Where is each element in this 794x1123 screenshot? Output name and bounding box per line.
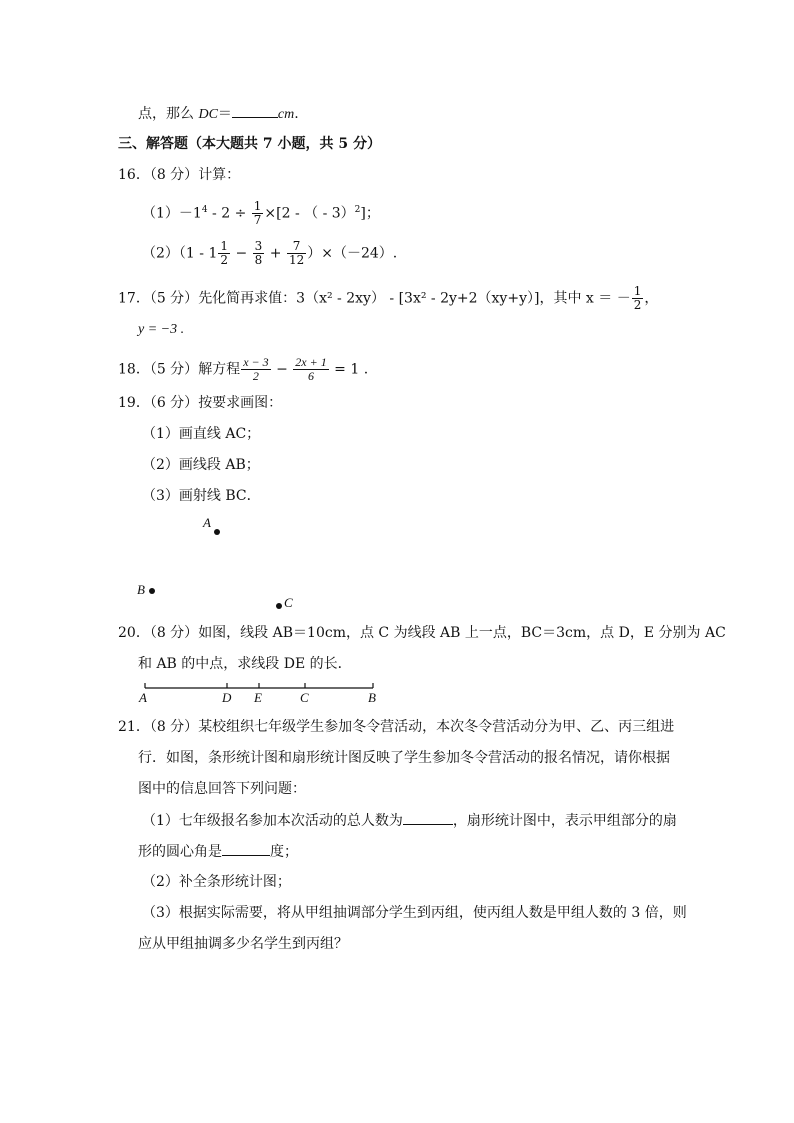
q20-line1 [118, 623, 726, 643]
operator: − [231, 245, 252, 262]
fraction [287, 240, 306, 267]
seg-label-a: A [139, 690, 147, 705]
q21-part1-text: 度； [270, 844, 298, 860]
q21-text: 某校组织七年级学生参加冬令营活动，本次冬令营活动分为甲、乙、丙三组进 [198, 719, 675, 735]
equals-sign: ＝ [217, 106, 232, 122]
q19-text: 按要求画图： [198, 395, 283, 411]
section-title: 三、解答题（本大题共 7 小题，共 5 分） [118, 136, 381, 152]
numerator: 2x + 1 [295, 355, 327, 369]
q21-part1-text: 形的圆心角是 [138, 844, 222, 860]
q18-line [118, 356, 368, 383]
q21-part3-line2: 应从甲组抽调多少名学生到丙组？ [138, 936, 348, 952]
denominator: 2 [220, 253, 229, 267]
q17-text: 先化简再求值：3（x² - 2xy） - [3x² - 2y+2（xy+y）]，其中 x ＝ － [198, 290, 631, 307]
point-c [276, 603, 282, 609]
q19-score: （6 分） [149, 395, 199, 411]
q21-part2: （2）补全条形统计图； [142, 874, 291, 890]
fraction [253, 240, 265, 267]
q19-number: 19． [118, 395, 150, 411]
q20-score: （8 分） [149, 625, 199, 641]
q16-score: （8 分） [149, 167, 199, 183]
unit-cm: cm [277, 107, 295, 122]
numerator: 3 [254, 239, 263, 253]
q16-text: 计算： [198, 167, 241, 183]
answer-blank [222, 841, 270, 856]
denominator: 7 [253, 213, 262, 227]
tail-text: 点，那么 [138, 106, 199, 122]
q18-text: 解方程 [198, 361, 241, 378]
answer-blank [403, 810, 453, 825]
segment-line [135, 680, 395, 706]
expr: ）×（－24）. [307, 245, 398, 262]
seg-label-d: D [222, 690, 232, 705]
q16-part1 [142, 200, 380, 227]
expr: －1 [178, 205, 202, 222]
point-label-c: C [284, 595, 293, 610]
expr: ×[2 - （ - 3） [264, 205, 355, 222]
expr: - 2 ÷ [207, 205, 251, 222]
fraction [632, 285, 644, 312]
q18-score: （5 分） [149, 361, 199, 378]
q16-number: 16． [118, 167, 150, 183]
q20-text: 如图，线段 AB＝10cm，点 C 为线段 AB 上一点，BC＝3cm，点 D，E 分别为 AC [198, 625, 726, 641]
point-a [214, 529, 220, 535]
q19-part2: （2）画线段 AB； [142, 457, 260, 473]
q20-line2: 和 AB 的中点，求线段 DE 的长． [138, 656, 352, 672]
var-dc: DC [198, 107, 218, 122]
operator: + [265, 245, 286, 262]
denominator: 2 [252, 369, 259, 383]
seg-label-c: C [300, 690, 309, 705]
point-label-b: B [137, 582, 145, 597]
prev-question-tail [138, 103, 299, 125]
q21-score: （8 分） [149, 719, 199, 735]
part-label: （1） [142, 205, 179, 222]
operator: − [271, 361, 293, 378]
q21-line3: 图中的信息回答下列问题： [138, 781, 306, 797]
numerator: 1 [253, 199, 262, 213]
denominator: 2 [633, 298, 642, 312]
q21-part1-line1 [142, 810, 677, 831]
q19-header [118, 393, 282, 413]
expr: （1 - 1 [178, 245, 218, 262]
q17-score: （5 分） [149, 290, 199, 307]
point-label-a: A [203, 515, 211, 530]
q16-part2 [142, 240, 397, 267]
q17-number: 17． [118, 290, 150, 307]
exponent: 2 [354, 204, 361, 215]
q21-part1-text: ，扇形统计图中，表示甲组部分的扇 [452, 813, 677, 829]
q21-part3-line1: （3）根据实际需要，将从甲组抽调部分学生到丙组，使丙组人数是甲组人数的 3 倍，则 [142, 905, 687, 921]
denominator: 12 [288, 253, 305, 267]
expr: ]； [360, 205, 380, 222]
fraction [293, 356, 328, 383]
q20-number: 20． [118, 625, 150, 641]
q16-header [118, 165, 240, 185]
q19-part3: （3）画射线 BC． [142, 488, 261, 504]
answer-blank [232, 103, 278, 118]
numerator: 1 [220, 239, 229, 253]
comma: ， [644, 290, 659, 307]
q21-number: 21． [118, 719, 150, 735]
numerator: x − 3 [243, 355, 269, 369]
part-label: （2） [142, 245, 179, 262]
numerator: 7 [287, 240, 306, 254]
equation-rhs: = 1 . [329, 361, 369, 378]
seg-label-e: E [254, 690, 262, 705]
fraction [218, 240, 230, 267]
fraction [241, 356, 270, 383]
q21-part1-text: （1）七年级报名参加本次活动的总人数为 [142, 813, 403, 829]
q19-part1: （1）画直线 AC； [142, 426, 261, 442]
denominator: 8 [254, 253, 263, 267]
seg-label-b: B [368, 690, 376, 705]
q21-part1-line2 [138, 841, 298, 862]
point-b [149, 588, 155, 594]
q18-number: 18． [118, 361, 150, 378]
exponent: 4 [201, 204, 208, 215]
denominator: 6 [307, 369, 314, 383]
numerator: 1 [633, 284, 642, 298]
q21-line1 [118, 717, 674, 737]
period: . [294, 106, 299, 122]
q17-line1 [118, 285, 658, 312]
fraction [252, 200, 264, 227]
q21-line2: 行．如图，条形统计图和扇形统计图反映了学生参加冬令营活动的报名情况，请你根据 [138, 750, 670, 766]
q17-line2: y = −3 . [138, 322, 185, 337]
